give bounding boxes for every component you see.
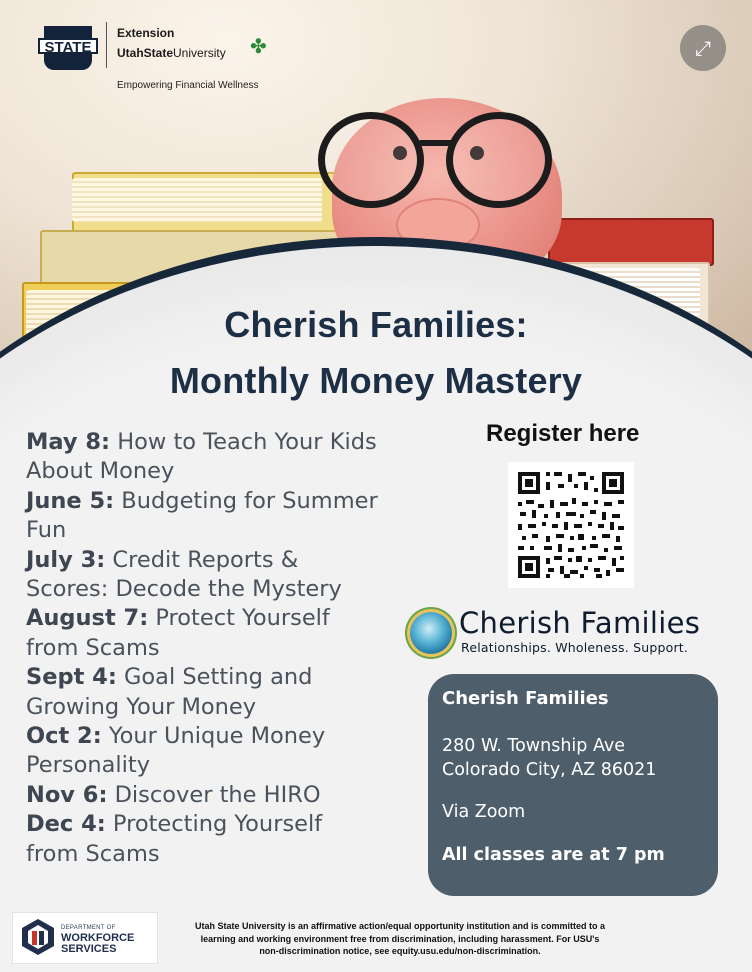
schedule-item: July 3: Credit Reports & Scores: Decode the Mystery (26, 546, 342, 603)
non-discrimination-disclaimer: Utah State University is an affirmative action/equal opportunity institution and is committed to a learning and working environment free from discrimination, including harassment. For USU's non-discrimination notice, see equity.usu.edu/non-discrimination. (194, 921, 606, 956)
class-time: All classes are at 7 pm (442, 845, 665, 865)
schedule-item: Oct 2: Your Unique Money Personality (26, 723, 326, 779)
cherish-families-logo-subtitle: Relationships. Wholeness. Support. (461, 640, 689, 655)
schedule-item: Dec 4: Protecting Yourself from Scams (26, 811, 323, 867)
book (548, 218, 714, 266)
title-line-1: Cherish Families: (224, 304, 528, 345)
qr-code[interactable] (508, 462, 634, 588)
dws-name-line-2: SERVICES (61, 943, 117, 955)
register-heading: Register here (486, 420, 640, 447)
cherish-families-globe-icon (410, 612, 452, 654)
cherish-families-logo-name: Cherish Families (459, 606, 701, 640)
workforce-services-logo (12, 912, 158, 964)
logo-divider (106, 22, 107, 68)
schedule-item: August 7: Protect Yourself from Scams (26, 605, 330, 661)
schedule-item: Nov 6: Discover the HIRO (26, 781, 321, 808)
schedule-list (26, 428, 426, 869)
dws-department-label: DEPARTMENT OF (61, 925, 116, 931)
address-line-1: 280 W. Township Ave (442, 736, 626, 756)
usu-logo: STATE (38, 26, 98, 70)
glasses-bridge (418, 140, 454, 146)
book-pages (72, 178, 322, 222)
tagline: Empowering Financial Wellness (117, 80, 259, 91)
dws-name-line-1: WORKFORCE (61, 932, 135, 944)
address-line-2: Colorado City, AZ 86021 (442, 760, 657, 780)
dws-logo-mark (21, 918, 55, 956)
glasses-lens (318, 112, 424, 208)
glasses-lens (446, 112, 552, 208)
location-info-box (428, 674, 718, 896)
schedule-item: June 5: Budgeting for Summer Fun (26, 487, 378, 544)
location-name: Cherish Families (442, 688, 609, 709)
4h-clover-icon: ✤ (250, 34, 267, 58)
title-line-2: Monthly Money Mastery (169, 360, 583, 401)
meeting-mode: Via Zoom (442, 802, 526, 822)
expand-icon[interactable]: ⤢ (680, 25, 726, 71)
schedule-item: May 8: How to Teach Your Kids About Money (26, 429, 377, 485)
schedule-item: Sept 4: Goal Setting and Growing Your Money (26, 664, 313, 720)
extension-label: Extension (117, 26, 175, 40)
university-name: UtahStateUniversity (117, 46, 226, 60)
